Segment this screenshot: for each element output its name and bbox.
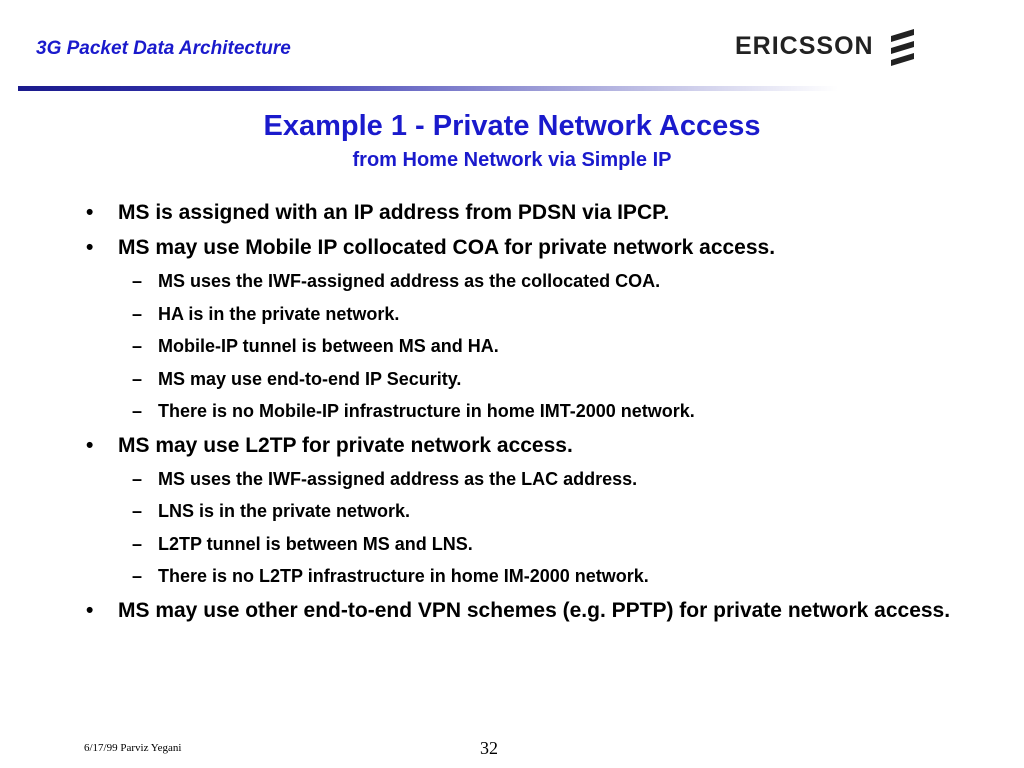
ericsson-logo	[735, 26, 920, 66]
sub-bullet-marker: –	[132, 303, 143, 324]
bullet-marker: •	[86, 201, 94, 224]
sub-bullet-item	[86, 500, 956, 522]
page-number: 32	[480, 738, 498, 758]
bullet-text: MS is assigned with an IP address from PDSN via IPCP.	[118, 201, 670, 224]
bullet-item	[86, 598, 956, 624]
sub-bullet-marker: –	[132, 533, 143, 554]
sub-bullet-marker: –	[132, 468, 143, 489]
bullet-marker: •	[86, 433, 94, 457]
sub-bullet-text: L2TP tunnel is between MS and LNS.	[158, 533, 473, 554]
sub-bullet-marker: –	[132, 501, 143, 521]
sub-bullet-item	[86, 400, 956, 422]
sub-bullet-text: MS uses the IWF-assigned address as the LAC address.	[158, 468, 638, 489]
sub-bullet-item	[86, 368, 956, 390]
sub-bullet-text: HA is in the private network.	[158, 303, 400, 324]
sub-bullet-item	[86, 303, 956, 325]
sub-bullet-item	[86, 468, 956, 490]
header-divider	[18, 86, 838, 91]
bullet-marker: •	[86, 236, 94, 259]
footer-date-author: 6/17/99 Parviz Yegani	[84, 742, 182, 754]
sub-bullet-text: There is no Mobile-IP infrastructure in home IMT-2000 network.	[158, 401, 695, 421]
sub-bullet-marker: –	[132, 566, 143, 586]
bullet-item	[86, 235, 956, 261]
bullet-list	[86, 200, 956, 633]
sub-bullet-marker: –	[132, 401, 143, 421]
sub-bullet-text: MS uses the IWF-assigned address as the collocated COA.	[158, 271, 661, 291]
header-title: 3G Packet Data Architecture	[36, 38, 291, 59]
sub-bullet-text: Mobile-IP tunnel is between MS and HA.	[158, 336, 499, 356]
slide-subtitle: from Home Network via Simple IP	[352, 149, 672, 171]
sub-bullet-marker: –	[132, 271, 143, 291]
bullet-text: MS may use Mobile IP collocated COA for private network access.	[118, 236, 776, 259]
sub-bullet-item	[86, 533, 956, 555]
bullet-marker: •	[86, 598, 94, 622]
bullet-text: MS may use L2TP for private network access.	[118, 433, 573, 457]
sub-bullet-text: MS may use end-to-end IP Security.	[158, 368, 462, 389]
slide-title: Example 1 - Private Network Access	[263, 110, 761, 142]
bullet-item	[86, 200, 956, 226]
sub-bullet-text: There is no L2TP infrastructure in home IM-2000 network.	[158, 566, 649, 586]
sub-bullet-marker: –	[132, 336, 143, 356]
bullet-item	[86, 433, 956, 459]
sub-bullet-item	[86, 335, 956, 357]
logo-text: ERICSSON	[735, 31, 874, 60]
sub-bullet-item	[86, 565, 956, 587]
bullet-text: MS may use other end-to-end VPN schemes (e.g. PPTP) for private network access.	[118, 598, 951, 622]
sub-bullet-marker: –	[132, 368, 143, 389]
sub-bullet-item	[86, 270, 956, 292]
sub-bullet-text: LNS is in the private network.	[158, 501, 411, 521]
ericsson-logo-mark-icon	[886, 26, 920, 66]
